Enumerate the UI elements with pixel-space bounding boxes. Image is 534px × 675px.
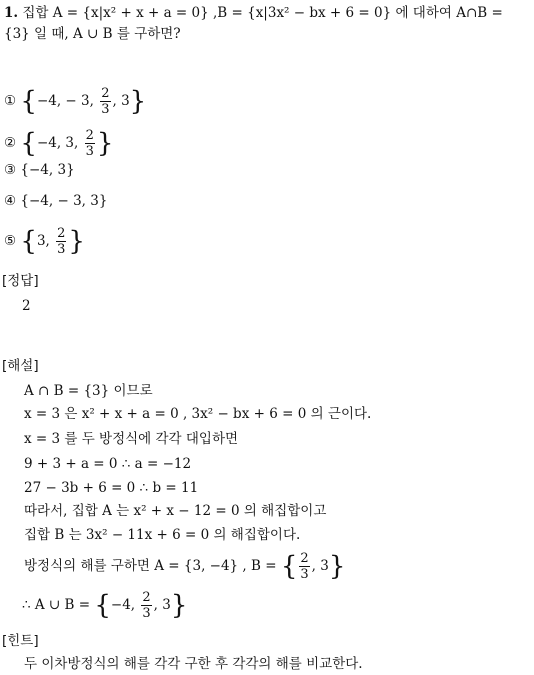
option-text: {−4, − 3, 3} — [20, 193, 108, 209]
fraction-denominator: 3 — [142, 606, 151, 621]
fraction — [100, 86, 110, 117]
hint-text: 두 이차방정식의 해를 각각 구한 후 각각의 해를 비교한다. — [24, 656, 363, 672]
fraction-numerator: 2 — [85, 128, 94, 143]
explanation-text: 방정식의 해를 구하면 A = {3, −4} , B = — [24, 558, 281, 574]
fraction-denominator: 3 — [85, 144, 94, 159]
explanation-line — [24, 551, 345, 582]
fraction-denominator: 3 — [300, 567, 309, 582]
option-marker: ③ — [4, 162, 17, 178]
option-text: 3, — [36, 233, 55, 249]
option-text: −4, 3, — [36, 135, 83, 151]
question-number: 1. — [4, 5, 19, 21]
fraction — [85, 128, 95, 159]
fraction-numerator: 2 — [142, 590, 151, 605]
explanation-text: , 3 — [311, 558, 329, 574]
brace-open: { — [20, 86, 37, 117]
explanation-text: −4, — [110, 597, 140, 613]
brace-close: } — [68, 226, 85, 257]
explanation-line: 27 − 3b + 6 = 0 ∴ b = 11 — [24, 480, 199, 496]
explanation-line: x = 3 를 두 방정식에 각각 대입하면 — [24, 431, 239, 447]
fraction — [141, 590, 151, 621]
option-text: {−4, 3} — [20, 162, 75, 178]
brace-open: { — [280, 551, 298, 582]
brace-open: { — [20, 128, 37, 159]
fraction-numerator: 2 — [300, 551, 309, 566]
option-1[interactable] — [4, 86, 146, 117]
option-marker: ④ — [4, 193, 17, 209]
brace-open: { — [94, 590, 111, 621]
explanation-text: , 3 — [153, 597, 171, 613]
fraction-denominator: 3 — [101, 102, 110, 117]
option-4[interactable] — [4, 192, 107, 210]
hint-header: [힌트] — [2, 633, 39, 649]
explanation-line: x = 3 은 x² + x + a = 0 , 3x² − bx + 6 = 0 의 근이다. — [24, 406, 372, 422]
question-text-1: 집합 A = {x|x² + x + a = 0} ,B = {x|3x² − bx + 6 = 0} 에 대하여 A∩B = — [22, 5, 503, 21]
option-marker: ① — [4, 93, 17, 109]
explanation-line: A ∩ B = {3} 이므로 — [24, 383, 153, 399]
explanation-line: 따라서, 집합 A 는 x² + x − 12 = 0 의 해집합이고 — [24, 503, 327, 519]
brace-close: } — [170, 590, 188, 621]
explanation-line: 9 + 3 + a = 0 ∴ a = −12 — [24, 456, 192, 472]
option-5[interactable] — [4, 226, 85, 257]
fraction-denominator: 3 — [57, 242, 66, 257]
brace-close: } — [96, 128, 114, 159]
brace-close: } — [129, 86, 147, 117]
option-text: , 3 — [112, 93, 130, 109]
question-line-2: {3} 일 때, A ∪ B 를 구하면? — [4, 26, 181, 42]
explanation-line — [22, 590, 187, 621]
explanation-text: ∴ A ∪ B = — [22, 597, 95, 613]
option-marker: ⑤ — [4, 233, 17, 249]
brace-close: } — [328, 551, 346, 582]
option-2[interactable] — [4, 128, 113, 159]
brace-open: { — [20, 226, 37, 257]
option-marker: ② — [4, 135, 17, 151]
explanation-header: [해설] — [2, 358, 39, 374]
fraction — [56, 226, 66, 257]
fraction — [299, 551, 309, 582]
option-3[interactable] — [4, 161, 75, 179]
answer-header: [정답] — [2, 273, 39, 289]
question-line-1 — [4, 4, 503, 22]
option-text: −4, − 3, — [36, 93, 99, 109]
answer-value: 2 — [22, 298, 31, 314]
explanation-line: 집합 B 는 3x² − 11x + 6 = 0 의 해집합이다. — [24, 527, 301, 543]
fraction-numerator: 2 — [101, 86, 110, 101]
fraction-numerator: 2 — [57, 226, 66, 241]
